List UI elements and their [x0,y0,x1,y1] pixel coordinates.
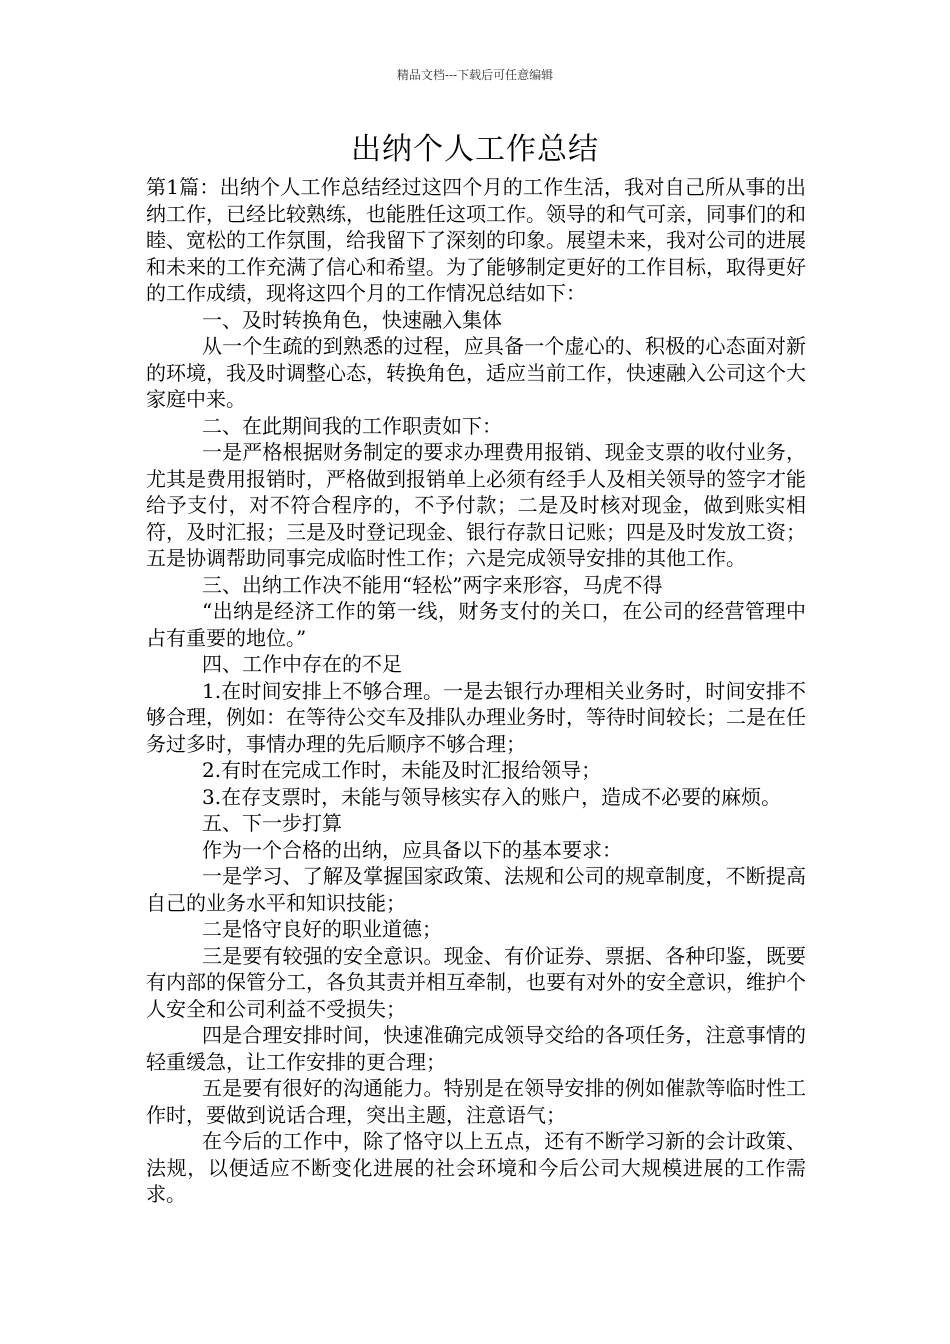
paragraph: 从一个生疏的到熟悉的过程，应具备一个虚心的、积极的心态面对新的环境，我及时调整心态，转换角色，适应当前工作，快速融入公司这个大家庭中来。 [146,334,806,411]
section-heading: 一、及时转换角色，快速融入集体 [202,307,502,332]
list-item: 四是合理安排时间，快速准确完成领导交给的各项任务，注意事情的轻重缓急，让工作安排的更合理； [146,1023,806,1074]
list-item: 3.在存支票时，未能与领导核实存入的账户，造成不必要的麻烦。 [202,784,782,809]
list-item: 五是要有很好的沟通能力。特别是在领导安排的例如催款等临时性工作时，要做到说话合理，突出主题，注意语气； [146,1076,806,1127]
section-heading: 二、在此期间我的工作职责如下： [202,413,502,438]
list-item: 1.在时间安排上不够合理。一是去银行办理相关业务时，时间安排不够合理，例如：在等待公交车及排队办理业务时，等待时间较长；二是在任务过多时，事情办理的先后顺序不够合理； [146,678,806,756]
list-item: 2.有时在完成工作时，未能及时汇报给领导； [202,758,602,782]
paragraph: 一是严格根据财务制定的要求办理费用报销、现金支票的收付业务，尤其是费用报销时，严格做到报销单上必须有经手人及相关领导的签字才能给予支付，对不符合程序的，不予付款；二是及时核对现金，做到账实相符，及时汇报；三是及时登记现金、银行存款日记账；四是及时发放工资；五是协调帮助同事完成临时性工作；六是完成领导安排的其他工作。 [146,440,806,570]
document-body [146,174,806,1208]
section-heading: 五、下一步打算 [202,811,342,835]
section-heading: 三、出纳工作决不能用“轻松”两字来形容，马虎不得 [202,572,663,597]
page-header: 精品文档---下载后可任意编辑 [396,68,554,82]
closing-paragraph: 在今后的工作中，除了恪守以上五点，还有不断学习新的会计政策、法规，以便适应不断变化进展的社会环境和今后公司大规模进展的工作需求。 [146,1129,806,1206]
list-item: 一是学习、了解及掌握国家政策、法规和公司的规章制度，不断提高自己的业务水平和知识技能； [146,864,806,915]
quote-paragraph: “出纳是经济工作的第一线，财务支付的关口，在公司的经营管理中占有重要的地位。” [146,599,806,650]
section-heading: 四、工作中存在的不足 [202,652,402,676]
paragraph: 作为一个合格的出纳，应具备以下的基本要求： [202,837,622,862]
document-title: 出纳个人工作总结 [351,132,599,167]
list-item: 三是要有较强的安全意识。现金、有价证券、票据、各种印鉴，既要有内部的保管分工，各负其责并相互牵制，也要有对外的安全意识，维护个人安全和公司利益不受损失； [146,943,806,1021]
intro-paragraph: 第1篇：出纳个人工作总结经过这四个月的工作生活，我对自己所从事的出纳工作，已经比较熟练，也能胜任这项工作。领导的和气可亲，同事们的和睦、宽松的工作氛围，给我留下了深刻的印象。展望未来，我对公司的进展和未来的工作充满了信心和希望。为了能够制定更好的工作目标，取得更好的工作成绩，现将这四个月的工作情况总结如下： [146,175,806,305]
list-item: 二是恪守良好的职业道德； [202,917,442,941]
